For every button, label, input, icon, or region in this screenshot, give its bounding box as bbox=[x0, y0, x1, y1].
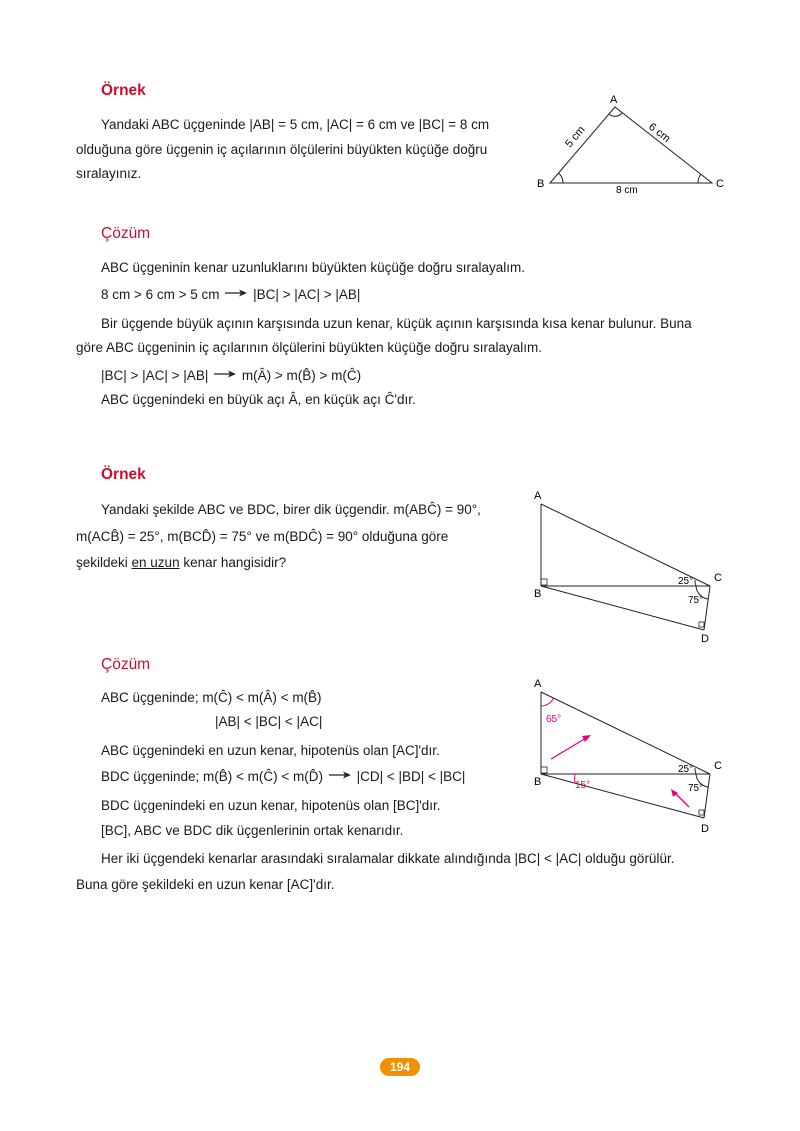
solution2-line4 bbox=[101, 768, 465, 786]
solution1-line6: ABC üçgenindeki en büyük açı Â, en küçük açı Ĉ'dır. bbox=[101, 392, 416, 407]
solution1-line5 bbox=[101, 367, 361, 385]
example1-question-line3: sıralayınız. bbox=[76, 166, 142, 181]
solution1-line1: ABC üçgeninin kenar uzunluklarını büyükten küçüğe doğru sıralayalım. bbox=[101, 260, 525, 275]
angle-c-top-label: 25° bbox=[678, 764, 694, 775]
side-ab-label: 5 cm bbox=[563, 123, 588, 150]
solution2-line1: ABC üçgeninde; m(Ĉ) < m(Â) < m(B̂) bbox=[101, 690, 322, 705]
solution2-line2: |AB| < |BC| < |AC| bbox=[215, 714, 323, 729]
arrow-up-right-icon bbox=[582, 735, 591, 742]
example2-line1: Yandaki şekilde ABC ve BDC, birer dik üçgendir. m(ABĈ) = 90°, bbox=[101, 502, 481, 517]
quadrilateral-figure-3 bbox=[530, 676, 730, 838]
angle-b-label: 15° bbox=[575, 780, 591, 791]
vertex-b-label: B bbox=[534, 776, 542, 788]
vertex-a-label: A bbox=[534, 490, 542, 502]
example2-line3-post: kenar hangisidir? bbox=[179, 555, 287, 570]
solution2-line6: [BC], ABC ve BDC dik üçgenlerinin ortak kenarıdır. bbox=[101, 823, 404, 838]
solution2-line8: Buna göre şekildeki en uzun kenar [AC]'dır. bbox=[76, 877, 335, 892]
vertex-d-label: D bbox=[701, 633, 709, 645]
solution2-line4-left: BDC üçgeninde; m(B̂) < m(Ĉ) < m(D̂) bbox=[101, 769, 324, 784]
solution1-line5-right: m(Â) > m(B̂) > m(Ĉ) bbox=[241, 368, 362, 383]
angle-c-bottom-label: 75° bbox=[688, 783, 704, 794]
solution2-line5: BDC üçgenindeki en uzun kenar, hipotenüs olan [BC]'dır. bbox=[101, 798, 441, 813]
solution1-line3: Bir üçgende büyük açının karşısında uzun kenar, küçük açının karşısında kısa kenar bulunur. Buna bbox=[101, 316, 692, 331]
solution2-line4-right: |CD| < |BD| < |BC| bbox=[356, 769, 466, 784]
angle-a-label: 65° bbox=[546, 714, 562, 725]
triangle-figure-1 bbox=[530, 88, 730, 198]
page-number: 194 bbox=[380, 1058, 420, 1076]
quadrilateral-figure-2 bbox=[530, 488, 730, 648]
vertex-a-label: A bbox=[534, 678, 542, 690]
angle-c-bottom-label: 75° bbox=[688, 595, 704, 606]
example2-line2: m(ACB̂) = 25°, m(BCD̂) = 75° ve m(BDĈ) = 90° olduğuna göre bbox=[76, 529, 449, 544]
solution1-line2 bbox=[101, 286, 360, 304]
solution2-line7: Her iki üçgendeki kenarlar arasındaki sıralamalar dikkate alındığında |BC| < |AC| olduğu görülür. bbox=[101, 851, 675, 866]
vertex-c-label: C bbox=[714, 572, 722, 584]
example-heading: Örnek bbox=[101, 466, 146, 483]
implies-arrow-icon bbox=[212, 369, 238, 379]
vertex-a-label: A bbox=[610, 94, 618, 106]
vertex-c-label: C bbox=[716, 178, 724, 190]
example2-line3 bbox=[76, 554, 286, 572]
vertex-c-label: C bbox=[714, 760, 722, 772]
solution2-line3: ABC üçgenindeki en uzun kenar, hipotenüs olan [AC]'dır. bbox=[101, 743, 440, 758]
angle-c-top-label: 25° bbox=[678, 576, 694, 587]
solution1-line4: göre ABC üçgeninin iç açılarının ölçülerini büyükten küçüğe doğru sıralayalım. bbox=[76, 340, 543, 355]
implies-arrow-icon bbox=[327, 770, 353, 780]
side-bc-label: 8 cm bbox=[616, 185, 638, 196]
solution1-line2-left: 8 cm > 6 cm > 5 cm bbox=[101, 287, 220, 302]
vertex-b-label: B bbox=[534, 588, 542, 600]
vertex-b-label: B bbox=[537, 178, 545, 190]
solution1-line2-right: |BC| > |AC| > |AB| bbox=[253, 287, 361, 302]
vertex-d-label: D bbox=[701, 823, 709, 835]
example1-question-line1: Yandaki ABC üçgeninde |AB| = 5 cm, |AC| = 6 cm ve |BC| = 8 cm bbox=[101, 117, 490, 132]
example1-question-line2: olduğuna göre üçgenin iç açılarının ölçülerini büyükten küçüğe doğru bbox=[76, 142, 488, 157]
solution-heading: Çözüm bbox=[101, 656, 151, 673]
underlined-phrase: en uzun bbox=[131, 555, 180, 570]
example2-line3-pre: şekildeki bbox=[76, 555, 132, 570]
solution1-line5-left: |BC| > |AC| > |AB| bbox=[101, 368, 209, 383]
side-ac-label: 6 cm bbox=[646, 120, 673, 146]
solution-heading: Çözüm bbox=[101, 225, 151, 242]
example-heading: Örnek bbox=[101, 82, 146, 99]
implies-arrow-icon bbox=[223, 288, 249, 298]
